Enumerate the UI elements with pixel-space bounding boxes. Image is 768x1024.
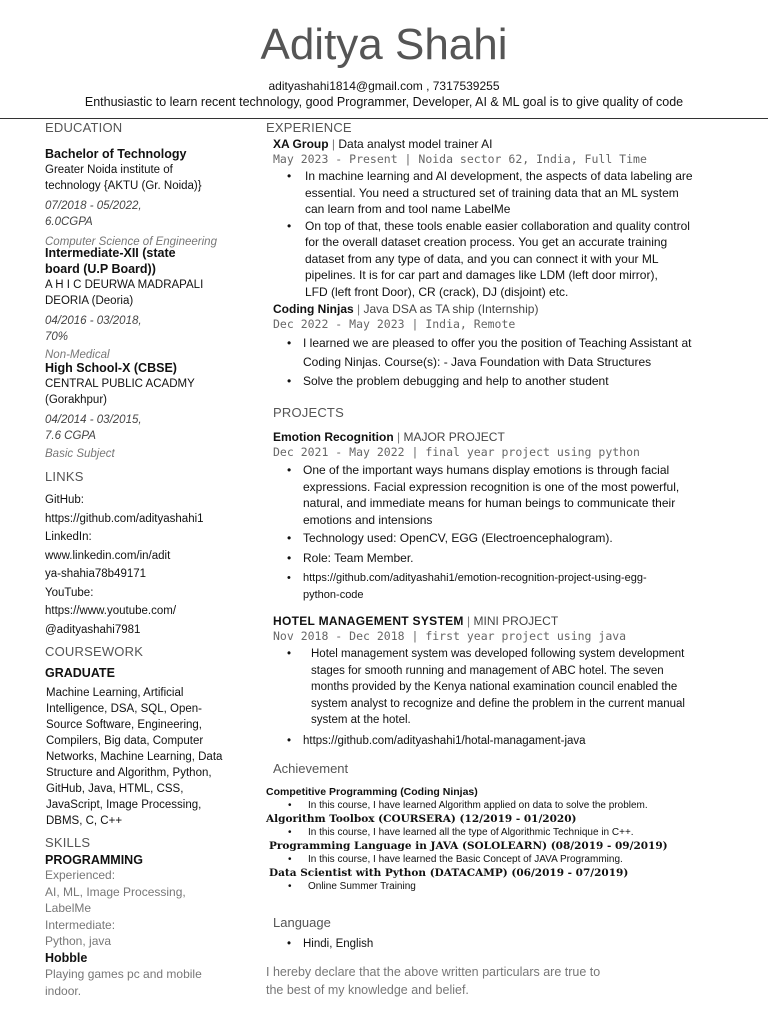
projects-heading: PROJECTS <box>273 405 344 420</box>
project-name: Emotion Recognition <box>273 430 394 444</box>
company-name: XA Group <box>273 137 329 151</box>
coursework-line: Compilers, Big data, Computer <box>46 735 204 747</box>
school-name: (Gorakhpur) <box>45 394 107 406</box>
skills-heading: SKILLS <box>45 835 91 850</box>
skill-line: Intermediate: <box>45 917 116 932</box>
education-dates: 04/2014 - 03/2015, <box>45 414 142 426</box>
header-divider <box>0 118 768 119</box>
coursework-line: Intelligence, DSA, SQL, Open- <box>46 703 202 715</box>
coursework-line: Source Software, Engineering, <box>46 719 202 731</box>
bullet-line: • Role: Team Member. <box>303 551 414 565</box>
job-title: Java DSA as TA ship (Internship) <box>363 302 539 316</box>
declaration-line: I hereby declare that the above written particulars are true to <box>266 965 601 979</box>
skill-line: AI, ML, Image Processing, <box>45 884 186 899</box>
summary-line: Enthusiastic to learn recent technology, good Programmer, Developer, AI & ML goal is to give quality of code <box>84 95 684 109</box>
education-grade: 70% <box>45 331 69 343</box>
bullet-line: • Hotel management system was developed following system development <box>311 648 685 660</box>
skill-line: Experienced: <box>45 868 116 882</box>
bullet-line: Coding Ninjas. Course(s): - Java Foundation with Data Structures <box>303 355 652 369</box>
contact-line: adityashahi1814@gmail.com , 7317539255 <box>268 79 500 93</box>
project-link[interactable]: • https://github.com/adityashahi1/hotal-managament-java <box>303 734 586 747</box>
link-label: YouTube: <box>45 586 94 599</box>
achievement-title: Algorithm Toolbox (COURSERA) (12/2019 - 01/2020) <box>266 813 577 825</box>
skill-line: Python, java <box>45 934 112 948</box>
hobby-line: Playing games pc and mobile <box>45 967 202 981</box>
hobby-line: indoor. <box>45 984 82 998</box>
education-item <box>45 245 255 363</box>
coursework-line: GitHub, Java, HTML, CSS, <box>46 783 184 795</box>
bullet-line: dataset from any type of data, and you can connect it with your ML <box>305 251 659 266</box>
language-list <box>273 936 743 953</box>
achievement-bullet: • In this course, I have learned all the type of Algorithmic Technique in C++. <box>266 825 746 840</box>
github-link[interactable]: https://github.com/adityashahi1 <box>45 512 204 525</box>
education-dates: 04/2016 - 03/2018, <box>45 315 142 327</box>
bullet-line: • Solve the problem debugging and help to another student <box>303 374 609 388</box>
list-item <box>273 372 743 391</box>
resume-name: Aditya Shahi <box>260 20 508 69</box>
bullet-line: can learn from and tool name LabelMe <box>305 202 511 216</box>
bullet-line: LFD (left front Door), CR (crack), DJ (disjoint) etc. <box>305 284 569 299</box>
youtube-link[interactable]: https://www.youtube.com/ <box>45 605 177 617</box>
list-item <box>273 168 743 218</box>
declaration-line: the best of my knowledge and belief. <box>266 983 469 997</box>
coursework-line: Networks, Machine Learning, Data <box>46 751 223 763</box>
project-kind: MINI PROJECT <box>473 614 559 628</box>
education-field: Computer Science of Engineering <box>45 236 217 248</box>
coursework-heading: COURSEWORK <box>45 644 144 659</box>
coursework-line: Structure and Algorithm, Python, <box>46 767 212 779</box>
experience-heading: EXPERIENCE <box>266 120 352 135</box>
link-label: LinkedIn: <box>45 531 92 543</box>
bullet-line: • On top of that, these tools enable easier collaboration and quality control <box>305 218 690 233</box>
job-entry: Coding Ninjas | Java DSA as TA ship (Internship) Dec 2022 - May 2023 | India, Remote • I learned we are pleased to offer you the position of Teaching Assistant at Coding Ninjas. Course(s): - Java Foundation with Data Structures • Solve the problem debugging and help to another student <box>273 302 743 391</box>
declaration <box>266 963 746 999</box>
links-heading: LINKS <box>45 469 84 484</box>
project-meta: Nov 2018 - Dec 2018 | first year project using java <box>273 629 627 643</box>
coursework-list <box>46 685 261 829</box>
skills-subheading: PROGRAMMING <box>45 853 143 867</box>
coursework-subheading: GRADUATE <box>45 666 115 680</box>
degree-title: board (U.P Board)) <box>45 262 156 276</box>
degree-title: High School-X (CBSE) <box>45 361 177 375</box>
project-entry: HOTEL MANAGEMENT SYSTEM | MINI PROJECT Nov 2018 - Dec 2018 | first year project using java • Hotel management system was developed following system development stages for smooth running and management of ABC hotel. The seven months provided by the Kenya national examination council enabled the system analyst to recognize and define the problem in the current manual system at the hotel. • https://github.com/adityashahi1/hotal-managament-java <box>273 614 743 749</box>
achievement-bullet: • In this course, I have learned Algorithm applied on data to solve the problem. <box>266 798 746 813</box>
bullet-line: expressions. Facial expression recognition is one of the most powerful, <box>303 479 680 494</box>
project-link[interactable]: python-code <box>303 589 364 601</box>
job-entry: XA Group | Data analyst model trainer AI May 2023 - Present | Noida sector 62, India, Full Time • In machine learning and AI development, the aspects of data labeling are essential. You need a structured set of training data that an ML system can learn from and tool name LabelMe • On top of that, these tools enable easier collaboration and quality control for the overall dataset creation process. You get an accurate training dataset from any type of data, and you can connect it with your ML pipelines. It is for car part and damages like LDM (left door mirror), LFD (left front Door), CR (crack), DJ (disjoint) etc. <box>273 137 743 300</box>
school-name: A H I C DEURWA MADRAPALI <box>45 279 204 291</box>
skills-list <box>45 867 255 950</box>
coursework-line: Machine Learning, Artificial <box>46 687 184 699</box>
list-item <box>273 218 743 301</box>
achievement-title: Programming Language in JAVA (SOLOLEARN) (08/2019 - 09/2019) <box>269 840 668 852</box>
school-name: DEORIA (Deoria) <box>45 295 134 307</box>
achievement-title: Data Scientist with Python (DATACAMP) (06/2019 - 07/2019) <box>269 867 629 879</box>
list-item <box>273 570 743 604</box>
coursework-line: DBMS, C, C++ <box>46 815 123 827</box>
bullet-line: • One of the important ways humans display emotions is through facial <box>303 463 670 477</box>
bullet-line: stages for smooth running and management of ABC hotel. The seven <box>311 664 664 677</box>
achievement-bullet: • In this course, I have learned the Basic Concept of JAVA Programming. <box>266 852 746 867</box>
education-grade: 6.0CGPA <box>45 216 93 228</box>
hobble-heading: Hobble <box>45 951 88 965</box>
school-name: CENTRAL PUBLIC ACADMY <box>45 378 195 390</box>
bullet-line: natural, and immediate means for human beings to communicate their <box>303 496 676 510</box>
hobble-block <box>45 966 255 1000</box>
education-heading: EDUCATION <box>45 120 123 135</box>
language-heading: Language <box>273 915 331 930</box>
project-entry: Emotion Recognition | MAJOR PROJECT Dec 2021 - May 2022 | final year project using python • One of the important ways humans display emotions is through facial expressions. Facial expression recognition is one of the most powerful, natural, and immediate means for human beings to communicate their emotions and intensions • Technology used: OpenCV, EGG (Electroencephalogram). • Role: Team Member. • https://github.com/adityashahi1/emotion-recognition-project-using-egg- python-code <box>273 430 743 604</box>
education-item <box>45 146 255 250</box>
education-grade: 7.6 CGPA <box>45 430 96 442</box>
achievement-bullet: • Online Summer Training <box>266 879 746 894</box>
education-field: Non-Medical <box>45 349 110 361</box>
linkedin-link[interactable]: ya-shahia78b49171 <box>45 568 147 580</box>
bullet-line: system at the hotel. <box>311 714 411 726</box>
bullet-line: • Technology used: OpenCV, EGG (Electroencephalogram). <box>303 531 613 545</box>
school-name: technology {AKTU (Gr. Noida)} <box>45 180 202 192</box>
degree-title: Bachelor of Technology <box>45 147 187 161</box>
degree-title: Intermediate-XII (state <box>45 246 176 260</box>
job-meta: May 2023 - Present | Noida sector 62, India, Full Time <box>273 152 647 166</box>
education-dates: 07/2018 - 05/2022, <box>45 200 142 212</box>
achievement-heading: Achievement <box>273 761 349 776</box>
list-item <box>273 334 743 372</box>
job-title: Data analyst model trainer AI <box>338 137 493 151</box>
job-meta: Dec 2022 - May 2023 | India, Remote <box>273 317 516 331</box>
bullet-line: • In machine learning and AI development, the aspects of data labeling are <box>305 169 693 183</box>
skill-line: LabelMe <box>45 901 92 915</box>
bullet-line: months provided by the Kenya national examination council enabled the <box>311 681 678 693</box>
language-item: • Hindi, English <box>273 936 743 953</box>
school-name: Greater Noida institute of <box>45 164 173 176</box>
education-item <box>45 360 255 462</box>
list-item <box>273 733 743 750</box>
links-block <box>45 491 255 639</box>
bullet-line: system analyst to recognize and define the problem in the current manual <box>311 697 685 710</box>
bullet-line: essential. You need a structured set of training data that an ML system <box>305 185 679 200</box>
bullet-line: emotions and intensions <box>303 512 433 527</box>
bullet-line: pipelines. It is for car part and damages like LDM (left door mirror), <box>305 268 658 282</box>
list-item <box>273 528 743 548</box>
bullet-line: for the overall dataset creation process. You get an accurate training <box>305 235 668 249</box>
list-item <box>273 646 743 729</box>
project-kind: MAJOR PROJECT <box>403 430 505 444</box>
coursework-line: JavaScript, Image Processing, <box>46 799 202 811</box>
project-name: HOTEL MANAGEMENT SYSTEM <box>273 614 464 628</box>
list-item <box>273 548 743 568</box>
list-item <box>273 462 743 528</box>
bullet-line: • I learned we are pleased to offer you the position of Teaching Assistant at <box>303 336 692 350</box>
link-label: GitHub: <box>45 494 84 506</box>
project-meta: Dec 2021 - May 2022 | final year project using python <box>273 445 640 459</box>
education-field: Basic Subject <box>45 448 115 460</box>
achievement-title: Competitive Programming (Coding Ninjas) <box>266 786 478 798</box>
company-name: Coding Ninjas <box>273 302 354 316</box>
achievement-list <box>266 786 746 894</box>
linkedin-link[interactable]: www.linkedin.com/in/adit <box>45 549 171 562</box>
youtube-link[interactable]: @adityashahi7981 <box>45 623 141 636</box>
project-link[interactable]: • https://github.com/adityashahi1/emotion-recognition-project-using-egg- <box>303 572 647 584</box>
